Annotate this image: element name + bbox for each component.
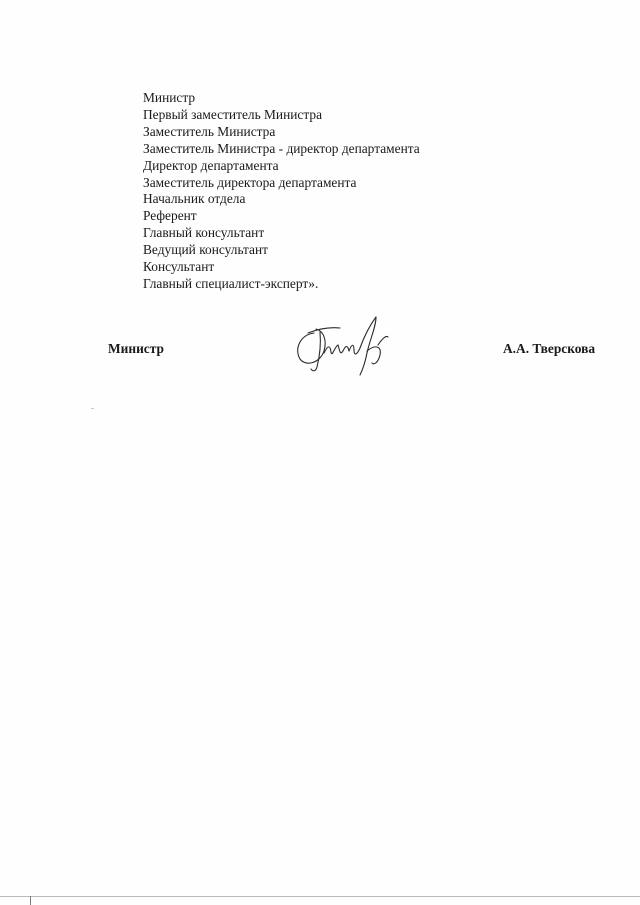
position-item: Референт (143, 208, 197, 224)
signatory-title: Министр (108, 341, 164, 356)
signature-image (290, 315, 400, 377)
position-list (143, 90, 420, 293)
position-item: Главный специалист-эксперт». (143, 275, 319, 291)
position-item: Директор департамента (143, 157, 279, 173)
handwritten-signature (290, 315, 400, 377)
signatory-name: А.А. Тверскова (503, 341, 596, 356)
scan-edge-line (0, 896, 640, 897)
position-item: Главный консультант (143, 225, 265, 241)
position-item: Первый заместитель Министра (143, 106, 323, 122)
position-item: Консультант (143, 259, 215, 275)
scan-speck (91, 408, 94, 409)
position-item: Ведущий консультант (143, 242, 269, 258)
position-item: Заместитель Министра - директор департамента (143, 140, 420, 156)
position-item: Министр (143, 90, 196, 105)
position-item: Заместитель Министра (143, 123, 276, 139)
position-item: Начальник отдела (143, 191, 246, 207)
position-item: Заместитель директора департамента (143, 174, 357, 190)
scan-edge-tick (30, 896, 31, 905)
